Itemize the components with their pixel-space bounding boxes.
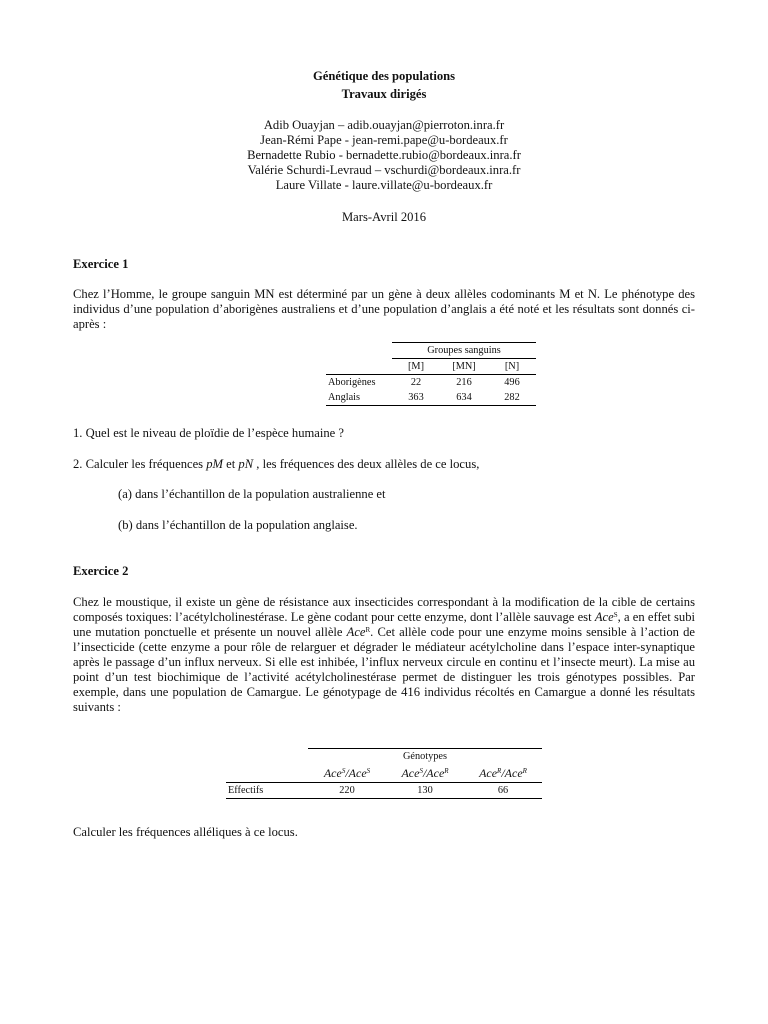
question-1: 1. Quel est le niveau de ploïdie de l’espèce humaine ? [73, 426, 345, 440]
table-cell: 634 [440, 390, 488, 406]
question-2a: (a) dans l’échantillon de la population australienne et [118, 487, 386, 501]
exercise-1-intro: Chez l’Homme, le groupe sanguin MN est déterminé par un gène à deux allèles codominants M et N. Le phénotype des individus d’une population d’aborigènes australiens et d’une population d’anglais a été noté et les résultats sont donnés ci-après : [73, 287, 695, 331]
page-title: Génétique des populations [312, 69, 456, 83]
exercise-2-paragraph: Chez le moustique, il existe un gène de résistance aux insecticides correspondant à la modification de la cible de certains composés toxiques: l’acétylcholinestérase. Le gène codant pour cette enzyme, dont l’allèle sauvage est Ace$^S$, a en effet subi une mutation ponctuelle et présente un nouvel allèle Ace$^R$. Cet allèle code pour une enzyme moins sensible à l’action de l’insecticide (cette enzyme a pour rôle de relarguer et dégrader le médiateur acétylcholine dans l’espace inter-synaptique après le passage d’un influx nerveux. Si elle est inhibée, l’influx nerveux circule en continu et l’insecte meurt). La mise au point d’un test biochimique de l’activité acétylcholinestérase permet de distinguer les trois génotypes possibles. Par exemple, dans une population de Camargue. Le génotypage de 416 individus récoltés en Camargue a donné les résultats suivants : [73, 595, 695, 714]
author-line: Jean-Rémi Pape - jean-remi.pape@u-bordeaux.fr [260, 133, 508, 147]
author-line: Adib Ouayjan – adib.ouayjan@pierroton.inra.fr [263, 118, 505, 132]
variable-pN: pN [238, 457, 254, 471]
table-cell: 220 [308, 783, 386, 799]
table-cell: 216 [456, 377, 472, 388]
genotype-header: Génotypes [308, 749, 542, 765]
table-cell: 496 [504, 377, 520, 388]
blood-group-header: Groupes sanguins [392, 343, 536, 359]
author-list [0, 118, 768, 193]
genotype-column-ss: Ace$^S$/Ace$^S$ [308, 764, 386, 783]
table-cell: 282 [488, 390, 536, 406]
exercise-2-question: Calculer les fréquences alléliques à ce locus. [73, 825, 298, 839]
table-cell: 66 [464, 783, 542, 799]
table-cell: 130 [386, 783, 464, 799]
page-subtitle: Travaux dirigés [341, 87, 427, 101]
exercise-2-heading: Exercice 2 [73, 564, 129, 578]
column-header: [MN] [440, 359, 488, 375]
blood-group-table [326, 342, 536, 406]
table-row [326, 375, 536, 391]
question-2b: (b) dans l’échantillon de la population anglaise. [118, 518, 358, 532]
author-line: Laure Villate - laure.villate@u-bordeaux.fr [275, 178, 493, 192]
author-line: Bernadette Rubio - bernadette.rubio@bordeaux.inra.fr [247, 148, 521, 162]
variable-pM: pM [206, 457, 224, 471]
genotype-column-rr: Ace$^R$/Ace$^R$ [464, 764, 542, 783]
table-row [226, 783, 542, 799]
row-label: Effectifs [226, 783, 308, 799]
exercise-1-heading: Exercice 1 [73, 257, 129, 271]
table-row [326, 390, 536, 406]
row-label: Aborigènes [326, 375, 392, 391]
question-2: 2. Calculer les fréquences pM et pN , les fréquences des deux allèles de ce locus, [73, 457, 480, 471]
column-header: [M] [392, 359, 440, 375]
row-label: Anglais [326, 390, 392, 406]
column-header: [N] [488, 359, 536, 375]
genotype-table [226, 748, 542, 799]
date-line: Mars-Avril 2016 [341, 210, 427, 224]
genotype-column-sr: Ace$^S$/Ace$^R$ [386, 764, 464, 783]
table-cell: 22 [410, 377, 422, 388]
author-line: Valérie Schurdi-Levraud – vschurdi@bordeaux.inra.fr [247, 163, 521, 177]
table-cell: 363 [392, 390, 440, 406]
